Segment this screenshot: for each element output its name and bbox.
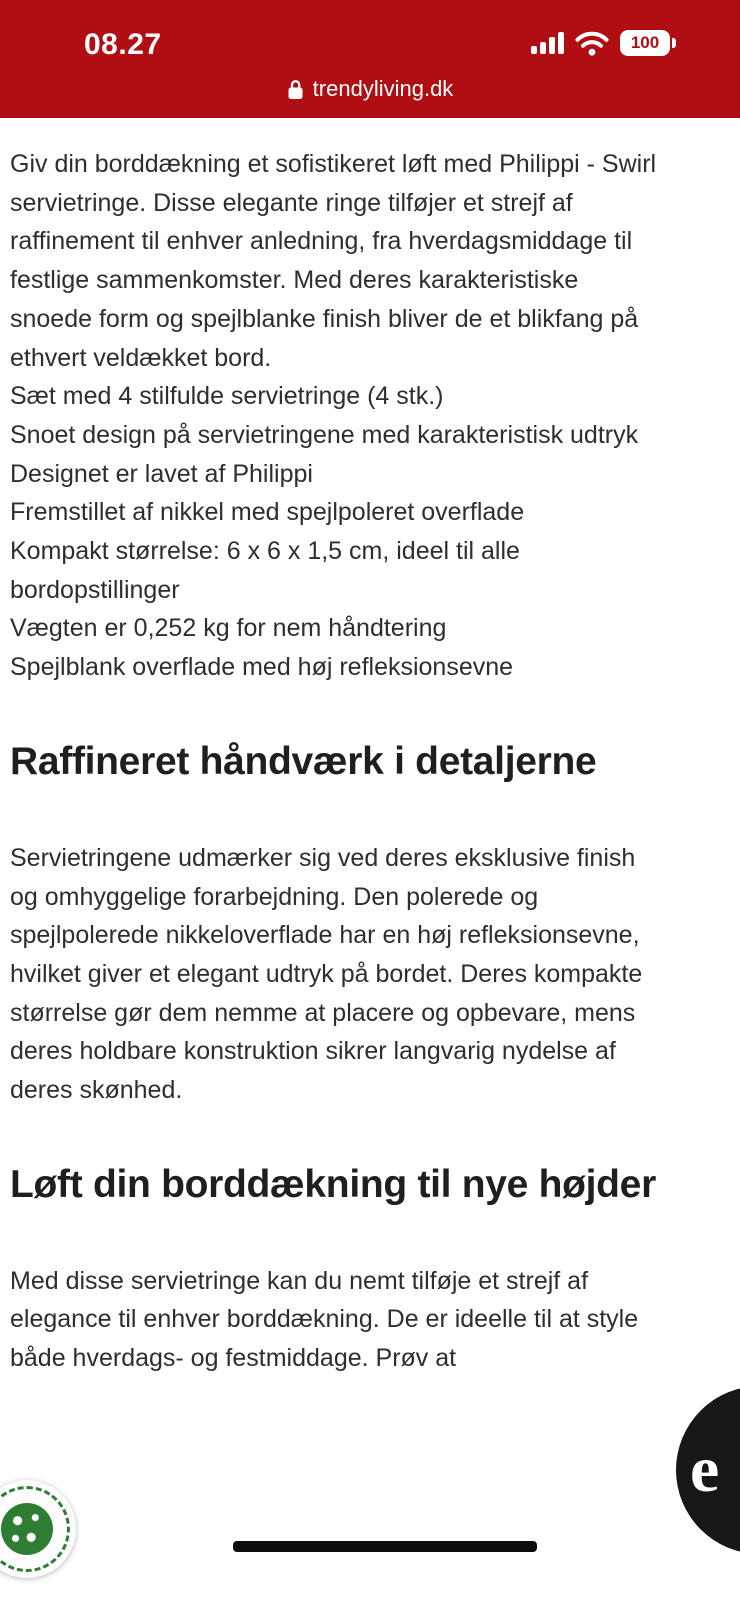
trust-badge-letter: e	[690, 1433, 720, 1506]
clock: 08.27	[84, 28, 162, 61]
spec-line-designer: Designet er lavet af Philippi	[10, 459, 313, 488]
battery-icon	[620, 30, 670, 56]
wifi-icon	[575, 31, 609, 56]
intro-paragraph: Giv din borddækning et sofistikeret løft med Philippi - Swirl servietringe. Disse elegante ringe tilføjer et strejf af raffinement til enhver anledning, fra hverdagsmiddage til festlige sammenkomster. Med deres karakteristiske snoede form og spejlblanke finish bliver de et blikfang på ethvert veldækket bord.	[10, 150, 657, 372]
section-paragraph-craftsmanship: Servietringene udmærker sig ved deres eksklusive finish og omhyggelige forarbejdning. Den polerede og spejlpolerede nikkeloverflade har en høj refleksionsevne, hvilket giver et elegant udtryk på bordet. Deres kompakte størrelse gør dem nemme at placere og opbevare, mens deres holdbare konstruktion sikrer langvarig nydelse af deres skønhed.	[10, 843, 643, 1105]
eco-cookie-badge-icon[interactable]	[0, 1480, 76, 1578]
section-heading-craftsmanship: Raffineret håndværk i detaljerne	[10, 739, 597, 783]
status-icons	[531, 30, 670, 56]
spec-line-weight: Vægten er 0,252 kg for nem håndtering	[10, 614, 447, 643]
section-paragraph-lift: Med disse servietringe kan du nemt tilføje et strejf af elegance til enhver borddækning. De er ideelle til at style både hverdags- og festmiddage. Prøv at	[10, 1266, 639, 1373]
spec-line-finish: Spejlblank overflade med høj refleksionsevne	[10, 653, 514, 682]
badge-green-core	[1, 1503, 53, 1555]
spec-line-set: Sæt med 4 stilfulde servietringe (4 stk.)	[10, 382, 444, 411]
emaerket-trust-badge[interactable]	[676, 1386, 740, 1554]
spec-line-size: Kompakt størrelse: 6 x 6 x 1,5 cm, ideel til alle bordopstillinger	[10, 537, 520, 604]
cellular-signal-icon	[531, 32, 564, 54]
address-bar[interactable]	[0, 76, 740, 102]
spec-line-design: Snoet design på servietringene med karakteristisk udtryk	[10, 420, 639, 449]
spec-line-material: Fremstillet af nikkel med spejlpoleret overflade	[10, 498, 525, 527]
section-heading-lift: Løft din borddækning til nye højder	[10, 1162, 656, 1206]
browser-header	[0, 0, 740, 118]
battery-percent: 100	[630, 33, 660, 52]
url-text: trendyliving.dk	[312, 76, 454, 101]
lock-icon	[287, 79, 304, 100]
strikethrough-bar	[233, 1541, 537, 1552]
product-description	[0, 118, 665, 1378]
